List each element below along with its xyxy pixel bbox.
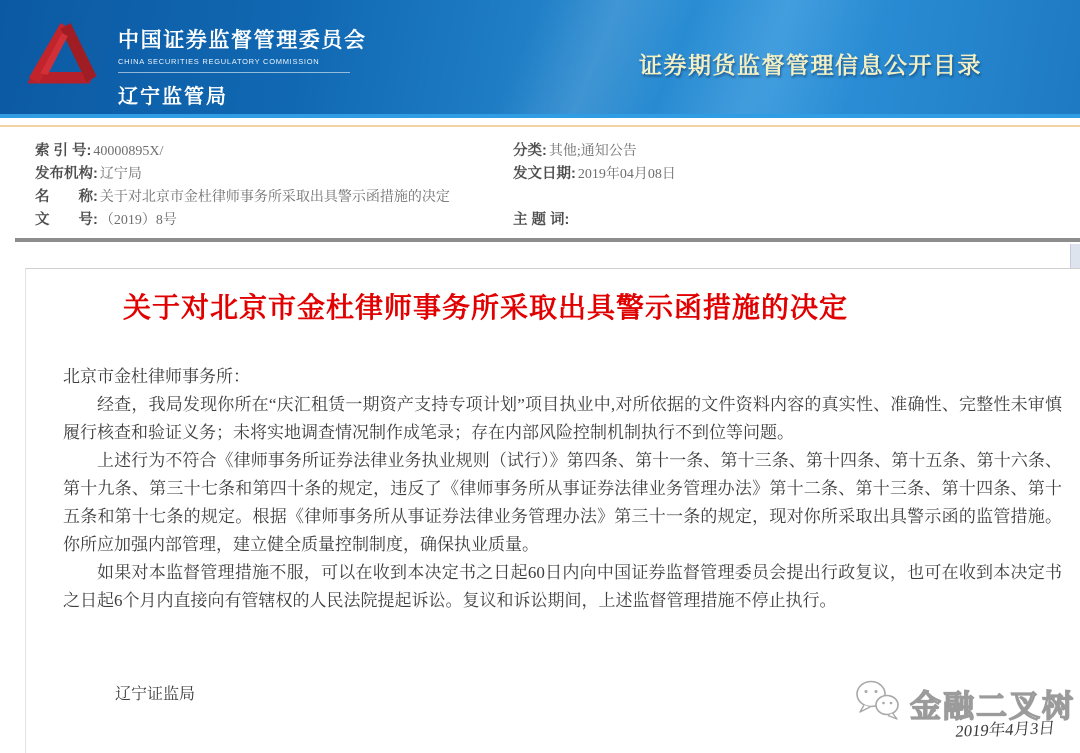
meta-publisher [35,162,513,183]
org-branch-name: 辽宁监管局 [118,86,228,108]
meta-index-value: 40000895X/ [93,144,164,159]
document-metadata [35,139,1060,231]
banner-accent-line [0,125,1080,127]
salutation: 北京市金杜律师事务所： [63,367,250,386]
meta-publisher-value: 辽宁局 [99,167,142,182]
top-banner [0,0,1080,114]
banner-bottom-strip [0,114,1080,118]
section-divider-bar [15,238,1080,242]
banner-title: 证券期货监督管理信息公开目录 [639,52,982,78]
meta-category [513,139,1060,160]
meta-keywords-value [569,213,571,228]
document-date: 2019年4月3日 [954,718,1057,741]
meta-keywords [513,208,1060,229]
org-name-cn: 中国证券监督管理委员会 [118,29,367,52]
meta-doc-number-value: （2019）8号 [99,213,177,228]
meta-category-value: 其他;通知公告 [548,144,637,159]
meta-issue-date [513,162,1060,183]
meta-name [35,185,513,206]
wechat-icon [854,678,902,729]
org-divider [118,72,350,73]
paragraph-legal-basis: 上述行为不符合《律师事务所证券法律业务执业规则（试行）》第四条、第十一条、第十三条、第十四条、第十五条、第十六条、第十九条、第三十七条和第四十条的规定，违反了《律师事务所从事证券法律业务管理办法》第十二条、第十三条、第十四条、第十五条和第十七条的规定。根据《律师事务所从事证券法律业务管理办法》第三十一条的规定，现对你所采取出具警示函的监管措施。你所应加强内部管理，建立健全质量控制制度，确保执业质量。 [63,451,1062,554]
meta-keywords-label: 主 题 词: [513,212,570,228]
meta-issue-date-label: 发文日期: [513,166,576,182]
signature: 辽宁证监局 [115,686,196,703]
meta-name-label: 名 称: [35,189,98,205]
org-name-en: CHINA SECURITIES REGULATORY COMMISSION [118,57,320,66]
meta-name-value: 关于对北京市金杜律师事务所采取出具警示函措施的决定 [99,190,450,205]
document-body [63,363,1062,709]
meta-index-label: 索 引 号: [35,143,92,159]
org-block [118,24,367,109]
document-title: 关于对北京市金杜律师事务所采取出具警示函措施的决定 [123,292,849,323]
meta-category-label: 分类: [513,143,547,159]
meta-doc-number-label: 文 号: [35,212,98,228]
meta-doc-number [35,208,513,229]
watermark-text: 金融二叉树 [910,689,1075,724]
meta-publisher-label: 发布机构: [35,166,98,182]
meta-index [35,139,513,160]
scrollbar-fragment[interactable] [1070,244,1080,268]
paragraph-appeal-rights: 如果对本监督管理措施不服，可以在收到本决定书之日起60日内向中国证券监督管理委员会提出行政复议，也可在收到本决定书之日起6个月内直接向有管辖权的人民法院提起诉讼。复议和诉讼期间，上述监督管理措施不停止执行。 [63,563,1062,610]
meta-issue-date-value: 2019年04月08日 [577,167,676,182]
paragraph-findings: 经查，我局发现你所在“庆汇租赁一期资产支持专项计划”项目执业中,对所依据的文件资料内容的真实性、准确性、完整性未审慎履行核查和验证义务；未将实地调查情况制作成笔录；存在内部风险控制机制执行不到位等问题。 [63,395,1062,442]
csrc-knot-logo [26,18,98,100]
